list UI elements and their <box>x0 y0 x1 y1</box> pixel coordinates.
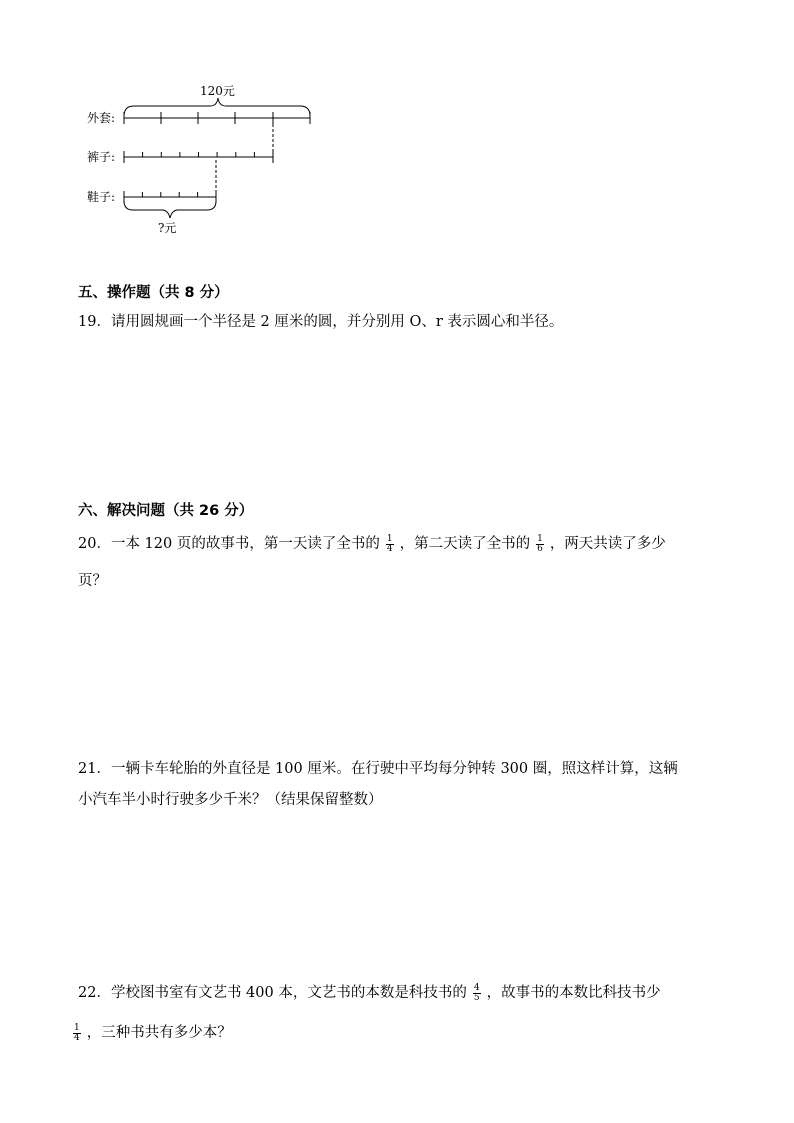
q22-fraction-2: $\frac{1}{4}$ <box>74 1022 80 1043</box>
question-22-line1 <box>78 983 661 1003</box>
q22-text-rest: ，三种书共有多少本？ <box>86 1025 232 1041</box>
row-label-shoes: 鞋子: <box>87 190 116 204</box>
question-21-line1: 21．一辆卡车轮胎的外直径是 100 厘米。在行驶中平均每分钟转 300 圈，照这样计算，这辆 <box>78 761 678 777</box>
q22-fraction-1: $\frac{4}{5}$ <box>473 982 480 1003</box>
question-20-line1 <box>78 534 666 554</box>
question-19: 19．请用圆规画一个半径是 2 厘米的圆，并分别用 O、r 表示圆心和半径。 <box>78 314 564 330</box>
diagram-top-label: 120元 <box>200 84 235 98</box>
line-segment-diagram <box>0 0 794 250</box>
q20-fraction-1: $\frac{1}{4}$ <box>386 533 393 554</box>
q20-text-part1: 20．一本 120 页的故事书，第一天读了全书的 <box>78 536 380 552</box>
bottom-brace <box>124 201 216 218</box>
question-21-line2: 小汽车半小时行驶多少千米？（结果保留整数） <box>78 792 383 808</box>
question-20-line2: 页？ <box>78 573 107 589</box>
q22-text-part1: 22．学校图书室有文艺书 400 本，文艺书的本数是科技书的 <box>78 985 467 1001</box>
row-label-coat: 外套: <box>87 111 116 125</box>
question-22-line2 <box>73 1023 232 1043</box>
top-brace <box>124 98 310 116</box>
diagram-bottom-label: ?元 <box>158 221 177 235</box>
q20-text-part3: ，两天共读了多少 <box>549 536 666 552</box>
section5-title: 五、操作题（共 8 分） <box>78 285 229 301</box>
q22-text-part2: ，故事书的本数比科技书少 <box>486 985 661 1001</box>
q20-text-part2: ，第二天读了全书的 <box>399 536 531 552</box>
section6-title: 六、解决问题（共 26 分） <box>78 503 254 519</box>
row-label-pants: 裤子: <box>87 150 116 164</box>
q20-fraction-2: $\frac{1}{6}$ <box>537 533 543 554</box>
